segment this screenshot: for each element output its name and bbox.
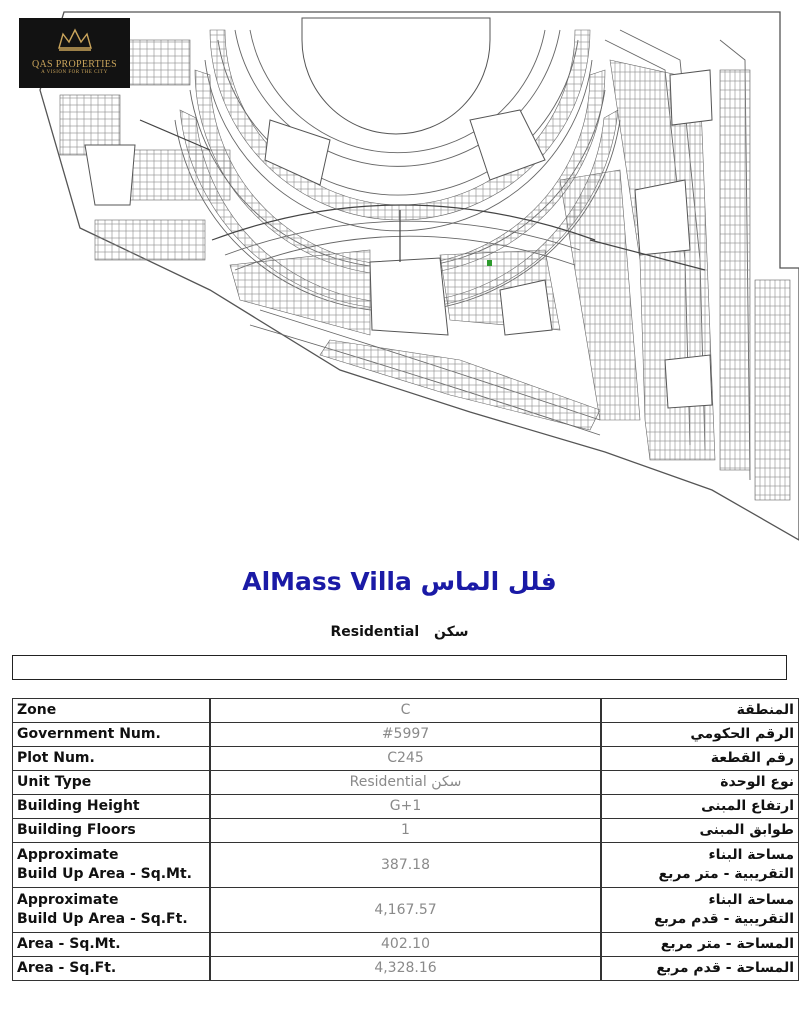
table-row <box>13 795 799 819</box>
field-label-arabic <box>601 819 799 843</box>
label-line: Approximate <box>17 892 119 908</box>
label-line: التقريبية - قدم مربع <box>654 911 794 927</box>
page-title <box>0 567 799 596</box>
field-label-arabic <box>601 843 799 888</box>
label-line: Government Num. <box>17 726 161 742</box>
field-value: Residential سكن <box>210 771 601 795</box>
label-line: الرقم الحكومي <box>690 726 794 742</box>
crown-icon <box>19 26 130 57</box>
field-label-arabic <box>601 747 799 771</box>
table-row <box>13 747 799 771</box>
field-value: 402.10 <box>210 933 601 957</box>
label-line: Build Up Area - Sq.Mt. <box>17 866 192 882</box>
field-value: C245 <box>210 747 601 771</box>
subtitle-english: Residential <box>330 624 420 640</box>
label-line: Area - Sq.Ft. <box>17 960 117 976</box>
field-label-arabic <box>601 957 799 981</box>
field-label-arabic <box>601 699 799 723</box>
field-label-english <box>13 747 211 771</box>
company-logo <box>19 18 130 88</box>
field-label-english <box>13 795 211 819</box>
logo-tagline: A VISION FOR THE CITY <box>41 70 108 75</box>
field-label-english <box>13 933 211 957</box>
table-row <box>13 933 799 957</box>
field-label-arabic <box>601 888 799 933</box>
title-arabic: فلل الماس <box>420 567 557 596</box>
table-row <box>13 843 799 888</box>
label-line: نوع الوحدة <box>720 774 794 790</box>
label-line: ارتفاع المبنى <box>701 798 794 814</box>
label-line: Approximate <box>17 847 119 863</box>
label-line: التقريبية - متر مربع <box>658 866 794 882</box>
page-subtitle <box>0 624 799 640</box>
field-label-arabic <box>601 795 799 819</box>
field-value: 4,328.16 <box>210 957 601 981</box>
field-label-english <box>13 843 211 888</box>
field-label-english <box>13 957 211 981</box>
label-line: مساحة البناء <box>708 847 794 863</box>
label-line: Unit Type <box>17 774 92 790</box>
label-line: المساحة - متر مربع <box>660 936 794 952</box>
label-line: Build Up Area - Sq.Ft. <box>17 911 188 927</box>
field-value: G+1 <box>210 795 601 819</box>
title-english: AlMass Villa <box>242 567 412 596</box>
label-line: رقم القطعة <box>710 750 794 766</box>
field-label-english <box>13 888 211 933</box>
field-value: #5997 <box>210 723 601 747</box>
logo-brand-name: QAS PROPERTIES <box>31 59 117 70</box>
label-line: Building Height <box>17 798 140 814</box>
subtitle-arabic: سكن <box>434 624 469 640</box>
table-row <box>13 957 799 981</box>
field-label-english <box>13 699 211 723</box>
field-value: 387.18 <box>210 843 601 888</box>
label-line: Plot Num. <box>17 750 95 766</box>
label-line: طوابق المبنى <box>699 822 794 838</box>
empty-banner-box <box>12 655 787 680</box>
field-value: C <box>210 699 601 723</box>
label-line: Area - Sq.Mt. <box>17 936 121 952</box>
plot-marker <box>487 260 492 266</box>
field-label-arabic <box>601 723 799 747</box>
table-row <box>13 771 799 795</box>
field-label-english <box>13 819 211 843</box>
label-line: Zone <box>17 702 57 718</box>
field-value: 1 <box>210 819 601 843</box>
table-row <box>13 723 799 747</box>
label-line: المنطقة <box>736 702 794 718</box>
plot-specifications-table <box>12 698 799 981</box>
field-label-arabic <box>601 933 799 957</box>
label-line: المساحة - قدم مربع <box>656 960 794 976</box>
table-row <box>13 819 799 843</box>
field-label-english <box>13 771 211 795</box>
field-value: 4,167.57 <box>210 888 601 933</box>
table-row <box>13 699 799 723</box>
label-line: مساحة البناء <box>708 892 794 908</box>
field-label-english <box>13 723 211 747</box>
label-line: Building Floors <box>17 822 136 838</box>
table-row <box>13 888 799 933</box>
field-label-arabic <box>601 771 799 795</box>
